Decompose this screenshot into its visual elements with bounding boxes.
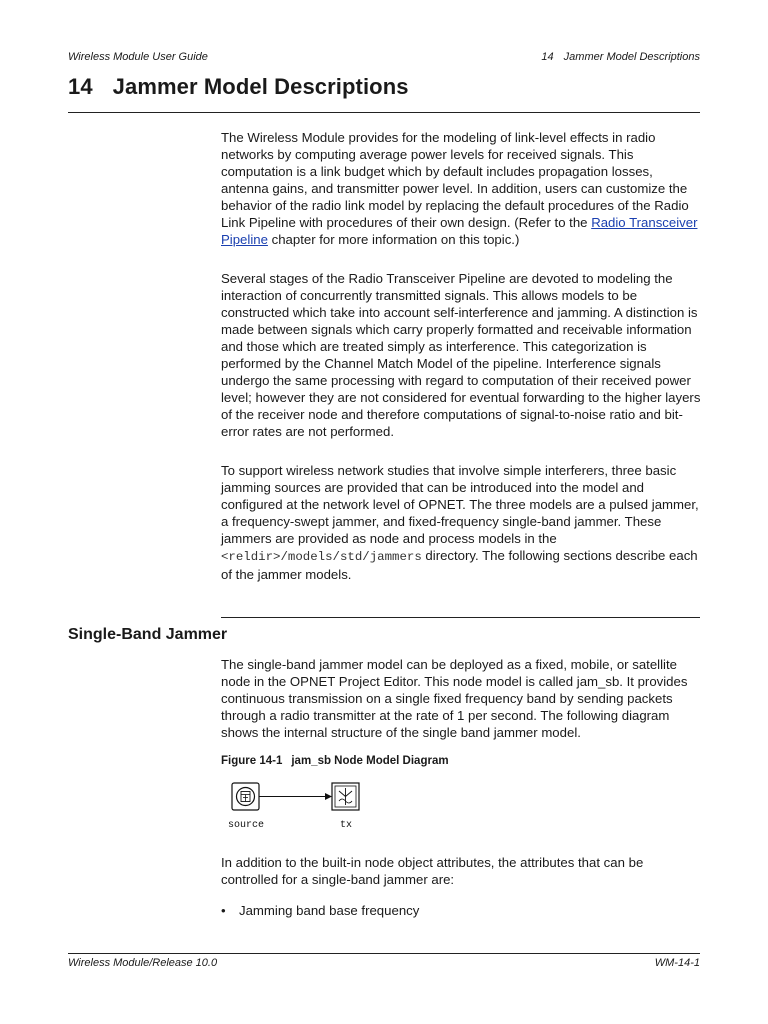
chapter-title: [68, 74, 409, 100]
running-header-chapter-number: 14: [541, 51, 554, 63]
radio-transmitter-icon: [332, 783, 359, 810]
running-header-left: Wireless Module User Guide: [68, 51, 208, 63]
section-divider: [221, 617, 700, 618]
jammers-directory-path: <reldir>/models/std/jammers: [221, 550, 422, 564]
node-model-diagram: [221, 780, 381, 832]
list-item: [221, 902, 419, 919]
figure-number: Figure 14-1: [221, 755, 283, 767]
chapter-title-text: Jammer Model Descriptions: [112, 74, 409, 99]
chapter-number: 14: [68, 74, 93, 99]
figure-title: jam_sb Node Model Diagram: [291, 755, 449, 767]
chapter-title-rule: [68, 112, 700, 113]
radio-transceiver-pipeline-link[interactable]: Radio Transceiver Pipeline: [221, 215, 698, 247]
jamming-text-start: To support wireless network studies that involve simple interferers, three basic jamming sources are provided that can be introduced into the model and configured at the network level of OPNET. The three models are a pulsed jammer, a frequency-swept jammer, and fixed-frequency single-band jammer. These jammers are provided as node and process models in the: [221, 463, 699, 546]
running-header-chapter-title: Jammer Model Descriptions: [563, 51, 700, 63]
attributes-intro-paragraph: In addition to the built-in node object attributes, the attributes that can be controlled for a single-band jammer are:: [221, 855, 644, 887]
list-item-text: Jamming band base frequency: [239, 903, 420, 918]
page-number: WM-14-1: [654, 957, 700, 969]
footer-rule: [68, 953, 700, 954]
packet-stream-arrowhead: [325, 793, 332, 800]
tx-node-label: tx: [340, 820, 353, 831]
source-node-label: source: [228, 820, 265, 831]
jamming-text-end: directory. The following sections describe each of the jammer models.: [221, 548, 698, 582]
bullet-icon: •: [221, 903, 226, 918]
footer-left: Wireless Module/Release 10.0: [68, 957, 218, 969]
jamming-sources-paragraph: [221, 462, 701, 583]
intro-text-end: chapter for more information on this topic.): [267, 232, 520, 247]
intro-paragraph: [221, 129, 701, 248]
intro-text-start: The Wireless Module provides for the modeling of link-level effects in radio networks by computing average power levels for received signals. This computation is a link budget which by default includes propagation losses, antenna gains, and transmitter power level. In addition, users can customize the behavior of the radio link model by replacing the default procedures of the Radio Link Pipeline with procedures of their own design. (Refer to the: [221, 130, 689, 230]
processor-node-icon: [232, 783, 259, 810]
interference-paragraph: Several stages of the Radio Transceiver Pipeline are devoted to modeling the interaction of concurrently transmitted signals. This allows models to be constructed which take into account self-interference and jamming. A distinction is made between signals which carry properly formatted and receivable information and those which are treated simply as interference. This categorization is performed by the Channel Match Model of the pipeline. Interference signals undergo the same processing with regard to computation of their received power level; however they are not considered for eventual forwarding to the higher layers of the receiver node and therefore computations of signal-to-noise ratio and bit-error rates are not performed.: [221, 271, 701, 439]
running-header-right: [541, 51, 700, 63]
figure-caption: [221, 755, 449, 767]
section-heading: Single-Band Jammer: [68, 626, 228, 643]
single-band-paragraph: The single-band jammer model can be deployed as a fixed, mobile, or satellite node in the OPNET Project Editor. This node model is called jam_sb. It provides continuous transmission on a single fixed frequency band by sending packets through a radio transmitter at the rate of 1 per second. The following diagram shows the internal structure of the single band jammer model.: [221, 657, 688, 740]
